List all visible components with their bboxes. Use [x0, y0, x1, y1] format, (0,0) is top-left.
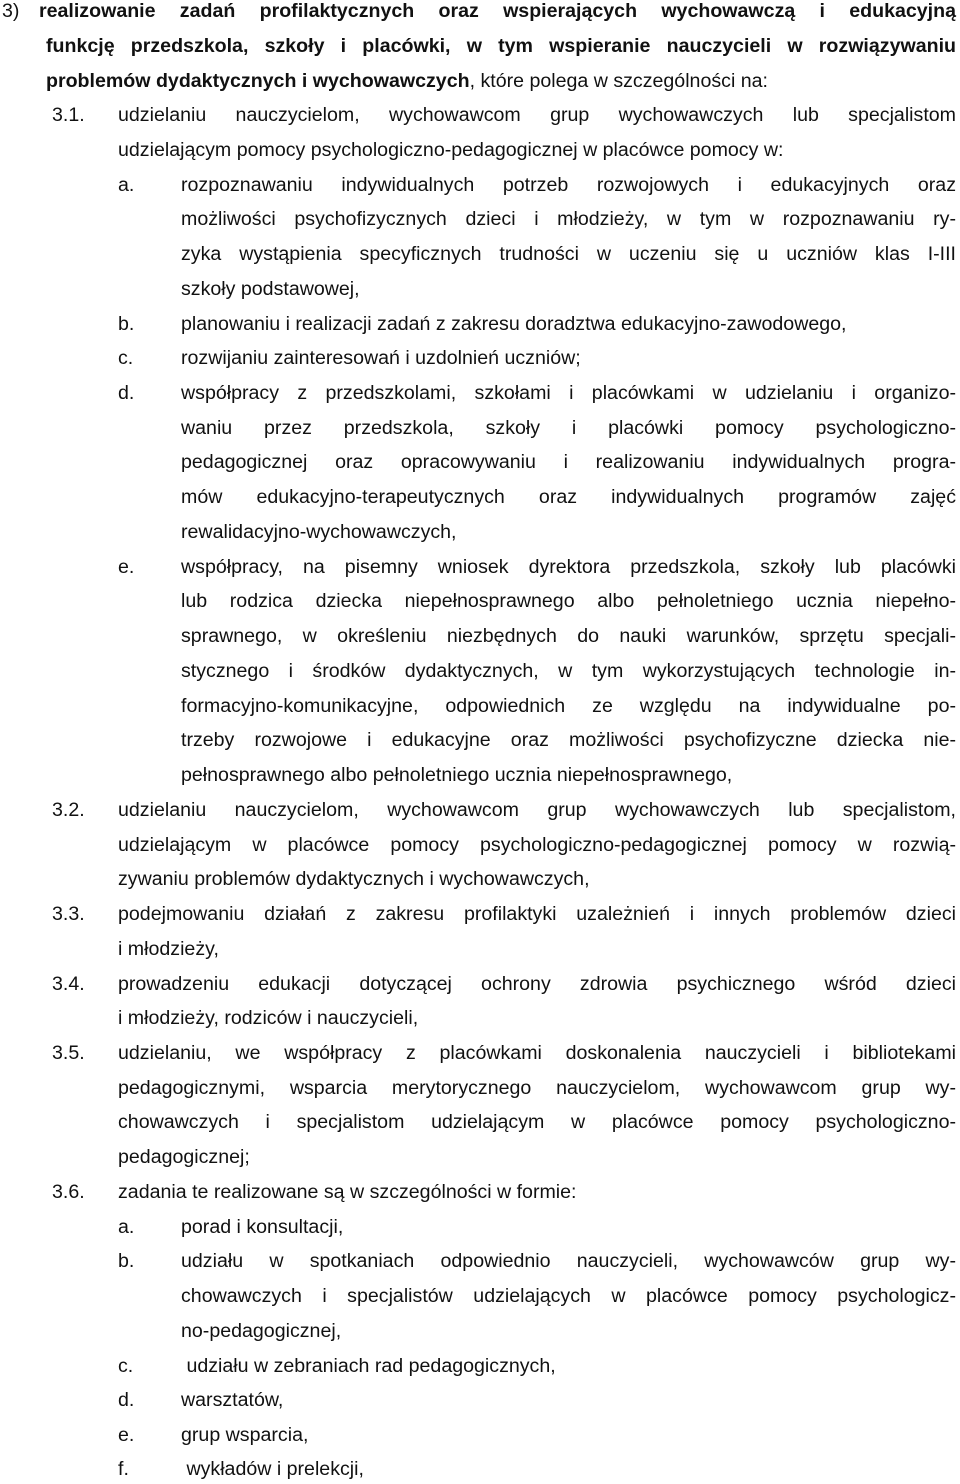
section-3-6-f-line-1: wykładów i prelekcji,	[181, 1458, 364, 1480]
section-3-1-b-letter: b.	[118, 313, 135, 335]
section-3-1-e-line-5: formacyjno-komunikacyjne, odpowiednich ze względu na indywidualne po-	[181, 695, 956, 717]
section-3-1-line-2: udzielającym pomocy psychologiczno-pedagogicznej w placówce pomocy w:	[118, 139, 784, 161]
section-3-1-a-line-1: rozpoznawaniu indywidualnych potrzeb rozwojowych i edukacyjnych oraz	[181, 174, 956, 196]
section-3-3-line-2: i młodzieży,	[118, 938, 219, 960]
section-3-6-c-letter: c.	[118, 1355, 134, 1377]
section-3-5-number: 3.5.	[52, 1042, 85, 1064]
section-3-1-a-line-4: szkoły podstawowej,	[181, 278, 360, 300]
section-3-1-d-line-2: waniu przez przedszkola, szkoły i placówki pomocy psychologiczno-	[181, 417, 956, 439]
section-3-1-number: 3.1.	[52, 104, 85, 126]
section-3-3-line-1: podejmowaniu działań z zakresu profilaktyki uzależnień i innych problemów dzieci	[118, 903, 956, 925]
section-3-5-line-3: chowawczych i specjalistom udzielającym w placówce pomocy psychologiczno-	[118, 1111, 956, 1133]
item-3-marker: 3)	[2, 0, 20, 22]
section-3-5-line-2: pedagogicznymi, wsparcia merytorycznego nauczycielom, wychowawcom grup wy-	[118, 1077, 956, 1099]
item-3-heading-line-2: funkcję przedszkola, szkoły i placówki, w tym wspieranie nauczycieli w rozwiązywaniu	[46, 35, 956, 57]
item-3-heading-line-3	[46, 72, 768, 92]
section-3-1-d-line-5: rewalidacyjno-wychowawczych,	[181, 521, 457, 543]
section-3-6-b-line-2: chowawczych i specjalistów udzielających w placówce pomocy psychologicz-	[181, 1285, 956, 1307]
section-3-1-a-line-2: możliwości psychofizycznych dzieci i młodzieży, w tym w rozpoznawaniu ry-	[181, 208, 956, 230]
section-3-1-e-line-2: lub rodzica dziecka niepełnosprawnego albo pełnoletniego ucznia niepełno-	[181, 590, 956, 612]
section-3-1-c-line-1: rozwijaniu zainteresowań i uzdolnień uczniów;	[181, 347, 581, 369]
section-3-6-f-letter: f.	[118, 1458, 129, 1480]
section-3-6-d-letter: d.	[118, 1389, 135, 1411]
section-3-6-number: 3.6.	[52, 1181, 85, 1203]
section-3-5-line-4: pedagogicznej;	[118, 1146, 250, 1168]
section-3-1-e-letter: e.	[118, 556, 135, 578]
section-3-6-d-line-1: warsztatów,	[181, 1389, 284, 1411]
section-3-1-d-letter: d.	[118, 382, 135, 404]
section-3-2-number: 3.2.	[52, 799, 85, 821]
section-3-6-a-line-1: porad i konsultacji,	[181, 1216, 344, 1238]
section-3-1-d-line-1: współpracy z przedszkolami, szkołami i placówkami w udzielaniu i organizo-	[181, 382, 956, 404]
section-3-3-number: 3.3.	[52, 903, 85, 925]
section-3-6-e-line-1: grup wsparcia,	[181, 1424, 309, 1446]
section-3-1-a-letter: a.	[118, 174, 135, 196]
section-3-1-e-line-3: sprawnego, w określeniu niezbędnych do nauki warunków, sprzętu specjali-	[181, 625, 956, 647]
section-3-1-e-line-6: trzeby rozwojowe i edukacyjne oraz możliwości psychofizyczne dziecka nie-	[181, 729, 956, 751]
item-3-heading-tail: , które polega w szczególności na:	[469, 70, 768, 92]
section-3-6-b-line-3: no-pedagogicznej,	[181, 1320, 342, 1342]
section-3-5-line-1: udzielaniu, we współpracy z placówkami doskonalenia nauczycieli i bibliotekami	[118, 1042, 956, 1064]
section-3-4-line-2: i młodzieży, rodziców i nauczycieli,	[118, 1007, 419, 1029]
item-3-heading-bold-part: problemów dydaktycznych i wychowawczych	[46, 70, 470, 92]
section-3-6-b-letter: b.	[118, 1250, 135, 1272]
section-3-6-e-letter: e.	[118, 1424, 135, 1446]
section-3-6-b-line-1: udziału w spotkaniach odpowiednio nauczycieli, wychowawców grup wy-	[181, 1250, 956, 1272]
section-3-1-e-line-1: współpracy, na pisemny wniosek dyrektora przedszkola, szkoły lub placówki	[181, 556, 956, 578]
section-3-1-d-line-4: mów edukacyjno-terapeutycznych oraz indywidualnych programów zajęć	[181, 486, 956, 508]
section-3-1-e-line-4: stycznego i środków dydaktycznych, w tym wykorzystujących technologie in-	[181, 660, 956, 682]
section-3-1-line-1: udzielaniu nauczycielom, wychowawcom grup wychowawczych lub specjalistom	[118, 104, 956, 126]
section-3-2-line-3: zywaniu problemów dydaktycznych i wychowawczych,	[118, 868, 590, 890]
section-3-6-a-letter: a.	[118, 1216, 135, 1238]
section-3-1-d-line-3: pedagogicznej oraz opracowywaniu i realizowaniu indywidualnych progra-	[181, 451, 956, 473]
section-3-1-a-line-3: zyka wystąpienia specyficznych trudności w uczeniu się u uczniów klas I-III	[181, 243, 956, 265]
section-3-6-line-1: zadania te realizowane są w szczególności w formie:	[118, 1181, 577, 1203]
section-3-1-c-letter: c.	[118, 347, 134, 369]
section-3-4-number: 3.4.	[52, 973, 85, 995]
section-3-2-line-2: udzielającym w placówce pomocy psychologiczno-pedagogicznej pomocy w rozwią-	[118, 834, 956, 856]
section-3-1-e-line-7: pełnosprawnego albo pełnoletniego ucznia niepełnosprawnego,	[181, 764, 733, 786]
section-3-6-c-line-1: udziału w zebraniach rad pedagogicznych,	[181, 1355, 556, 1377]
item-3-heading-line-1: realizowanie zadań profilaktycznych oraz wspierających wychowawczą i edukacyjną	[39, 0, 956, 22]
section-3-2-line-1: udzielaniu nauczycielom, wychowawcom grup wychowawczych lub specjalistom,	[118, 799, 956, 821]
section-3-4-line-1: prowadzeniu edukacji dotyczącej ochrony zdrowia psychicznego wśród dzieci	[118, 973, 956, 995]
section-3-1-b-line-1: planowaniu i realizacji zadań z zakresu doradztwa edukacyjno-zawodowego,	[181, 313, 847, 335]
